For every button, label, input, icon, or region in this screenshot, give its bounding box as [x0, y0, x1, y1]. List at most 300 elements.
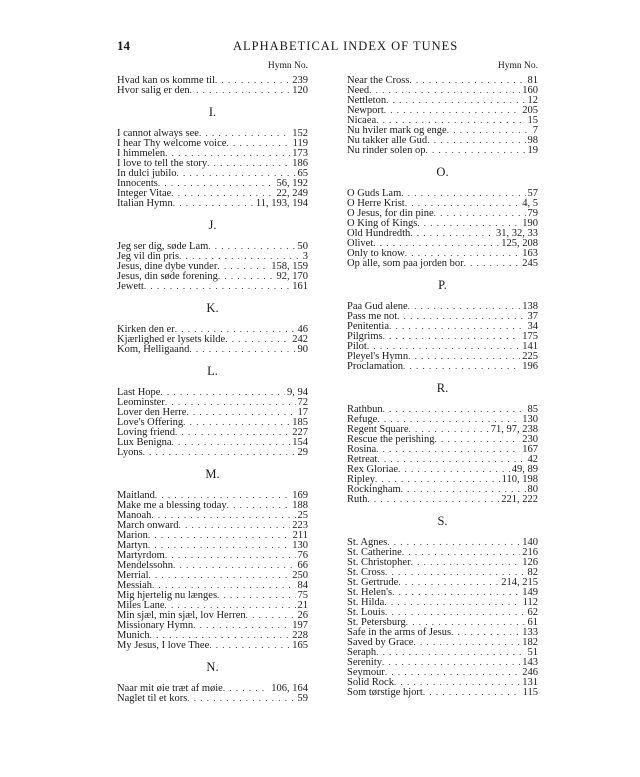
- tune-name: Hvor salig er den: [117, 85, 190, 96]
- page-number: 14: [117, 38, 130, 53]
- index-entry: [347, 351, 538, 361]
- index-entry: [117, 85, 308, 95]
- dot-leader: [398, 577, 499, 587]
- tune-name: Old Hundredth: [347, 228, 411, 239]
- hymn-numbers: 165: [292, 640, 308, 651]
- tune-name: Nicaea: [347, 115, 377, 126]
- dot-leader: [373, 238, 499, 248]
- section-letter: O.: [436, 165, 449, 179]
- tune-name: St. Catherine: [347, 547, 402, 558]
- entry-list: [117, 128, 308, 208]
- tune-name: Leominster: [117, 397, 165, 408]
- hymn-numbers: 50: [297, 241, 308, 252]
- hymn-numbers: 169: [292, 490, 308, 501]
- hymn-numbers: 31, 32, 33: [496, 228, 538, 239]
- entry-list: [347, 301, 538, 371]
- hymn-numbers: 98: [527, 135, 538, 146]
- dot-leader: [187, 693, 295, 703]
- dot-leader: [160, 387, 285, 397]
- index-entry: [117, 75, 308, 85]
- index-entry: [347, 567, 538, 577]
- index-entry: [347, 597, 538, 607]
- hymn-numbers: 29: [297, 447, 308, 458]
- tune-name: Only to know: [347, 248, 405, 259]
- entry-list: [347, 75, 538, 155]
- index-entry: [347, 627, 538, 637]
- index-entry: [347, 494, 538, 504]
- tune-name: St. Louis: [347, 607, 385, 618]
- index-entry: [117, 600, 308, 610]
- tune-name: Rescue the perishing: [347, 434, 435, 445]
- dot-leader: [427, 135, 525, 145]
- hymn-numbers: 223: [292, 520, 308, 531]
- hymn-numbers: 143: [522, 657, 538, 668]
- dot-leader: [189, 344, 295, 354]
- index-entry: [347, 95, 538, 105]
- index-entry: [347, 537, 538, 547]
- hymn-numbers: 106, 164: [271, 683, 308, 694]
- hymn-numbers: 228: [292, 630, 308, 641]
- index-entry: [347, 208, 538, 218]
- hymn-numbers: 149: [522, 587, 538, 598]
- tune-name: Ruth: [347, 494, 368, 505]
- tune-name: Mig hjertelig nu længes: [117, 590, 218, 601]
- entry-list: [347, 537, 538, 697]
- tune-name: Hvad kan os komme til: [117, 75, 215, 86]
- hymn-numbers: 25: [297, 510, 308, 521]
- hymn-numbers: 49, 89: [511, 464, 538, 475]
- tune-name: Mendelssohn: [117, 560, 173, 571]
- tune-name: Kjærlighed er lysets kilde: [117, 334, 226, 345]
- tune-name: Merrial: [117, 570, 149, 581]
- index-entry: [117, 397, 308, 407]
- dot-leader: [158, 178, 275, 188]
- dot-leader: [175, 427, 290, 437]
- dot-leader: [144, 281, 290, 291]
- hymn-numbers: 190: [522, 218, 538, 229]
- tune-name: Missionary Hymn: [117, 620, 194, 631]
- hymn-numbers: 196: [522, 361, 538, 372]
- index-entry: [347, 587, 538, 597]
- tune-name: Loving friend: [117, 427, 176, 438]
- tune-name: Messiah: [117, 580, 152, 591]
- hymn-numbers: 230: [522, 434, 538, 445]
- index-entry: [117, 344, 308, 354]
- hymn-numbers: 90: [297, 344, 308, 355]
- tune-name: I hear Thy welcome voice: [117, 138, 227, 149]
- dot-leader: [190, 85, 291, 95]
- entry-list: [117, 490, 308, 650]
- hymn-numbers: 11, 193, 194: [255, 198, 308, 209]
- hymn-numbers: 56, 192: [276, 178, 308, 189]
- dot-leader: [382, 657, 520, 667]
- section-letter: P.: [438, 278, 447, 292]
- index-entry: [347, 125, 538, 135]
- dot-leader: [406, 617, 526, 627]
- entry-list: [347, 404, 538, 504]
- index-entry: [117, 324, 308, 334]
- tune-name: Love's Offering: [117, 417, 184, 428]
- tune-name: Pilot: [347, 341, 367, 352]
- tune-name: Rex Gloriae: [347, 464, 399, 475]
- hymn-numbers: 161: [292, 281, 308, 292]
- dot-leader: [411, 557, 521, 567]
- dot-leader: [408, 301, 521, 311]
- index-entry: [117, 261, 308, 271]
- hymn-numbers: 185: [292, 417, 308, 428]
- tune-name: Min sjæl, min sjæl, lov Herren: [117, 610, 246, 621]
- tune-name: Seraph: [347, 647, 377, 658]
- hymn-numbers: 130: [522, 414, 538, 425]
- dot-leader: [386, 95, 525, 105]
- dot-leader: [150, 630, 291, 640]
- hymn-numbers: 112: [522, 597, 538, 608]
- dot-leader: [398, 464, 510, 474]
- section-letter: L.: [207, 364, 218, 378]
- tune-name: O King of Kings: [347, 218, 418, 229]
- hymn-numbers: 21: [297, 600, 308, 611]
- index-entry: [117, 407, 308, 417]
- index-entry: [347, 657, 538, 667]
- index-entry: [117, 128, 308, 138]
- dot-leader: [143, 447, 296, 457]
- tune-name: Safe in the arms of Jesus: [347, 627, 452, 638]
- index-entry: [347, 238, 538, 248]
- hymn-numbers: 22, 249: [276, 188, 308, 199]
- dot-leader: [226, 138, 290, 148]
- dot-leader: [385, 607, 526, 617]
- tune-name: Lux Benigna: [117, 437, 172, 448]
- dot-leader: [165, 148, 290, 158]
- tune-name: Pass me not: [347, 311, 398, 322]
- index-entry: [347, 228, 538, 238]
- index-entry: [117, 560, 308, 570]
- dot-leader: [392, 587, 520, 597]
- hymn-numbers: 79: [527, 208, 538, 219]
- tune-name: I cannot always see: [117, 128, 199, 139]
- tune-name: Rosina: [347, 444, 377, 455]
- dot-leader: [405, 248, 521, 258]
- tune-name: Jesus, din søde forening: [117, 271, 218, 282]
- tune-name: Jeg ser dig, søde Lam: [117, 241, 209, 252]
- hymn-numbers: 158, 159: [271, 261, 308, 272]
- tune-name: Jesus, dine dybe vunder: [117, 261, 218, 272]
- dot-leader: [173, 560, 296, 570]
- dot-leader: [165, 550, 296, 560]
- hymn-numbers: 80: [527, 484, 538, 495]
- dot-leader: [434, 434, 520, 444]
- hymn-numbers: 125, 208: [501, 238, 538, 249]
- dot-leader: [376, 444, 520, 454]
- dot-leader: [227, 500, 291, 510]
- hymn-numbers: 197: [292, 620, 308, 631]
- tune-name: St. Agnes: [347, 537, 388, 548]
- hymn-numbers: 131: [522, 677, 538, 688]
- dot-leader: [384, 597, 520, 607]
- tune-name: My Jesus, I love Thee: [117, 640, 210, 651]
- hymn-numbers: 81: [527, 75, 538, 86]
- dot-leader: [401, 188, 525, 198]
- hymn-numbers: 3: [302, 251, 308, 262]
- index-entry: [117, 500, 308, 510]
- tune-name: Paa Gud alene: [347, 301, 408, 312]
- tune-name: Naar mit øie træt af møie: [117, 683, 223, 694]
- dot-leader: [179, 520, 291, 530]
- dot-leader: [409, 424, 489, 434]
- tune-name: In dulci jubilo: [117, 168, 177, 179]
- dot-leader: [246, 610, 296, 620]
- dot-leader: [402, 547, 520, 557]
- dot-leader: [376, 115, 525, 125]
- dot-leader: [218, 271, 275, 281]
- index-entry: [347, 547, 538, 557]
- dot-leader: [405, 198, 521, 208]
- hymn-numbers: 7: [532, 125, 538, 136]
- tune-name: Last Hope: [117, 387, 161, 398]
- hymn-numbers: 51: [527, 647, 538, 658]
- tune-name: Jeg vil din pris: [117, 251, 180, 262]
- tune-name: Martyn: [117, 540, 148, 551]
- hymn-numbers: 216: [522, 547, 538, 558]
- tune-name: Munich: [117, 630, 150, 641]
- dot-leader: [193, 620, 290, 630]
- dot-leader: [148, 540, 290, 550]
- dot-leader: [403, 361, 520, 371]
- index-entry: [117, 590, 308, 600]
- tune-name: Newport: [347, 105, 384, 116]
- dot-leader: [410, 228, 494, 238]
- hymn-numbers: 225: [522, 351, 538, 362]
- index-entry: [117, 158, 308, 168]
- index-entry: [117, 447, 308, 457]
- tune-name: St. Hilda: [347, 597, 385, 608]
- dot-leader: [179, 251, 301, 261]
- tune-name: Serenity: [347, 657, 382, 668]
- hymn-numbers: 250: [292, 570, 308, 581]
- index-entry: [347, 105, 538, 115]
- tune-name: Ripley: [347, 474, 375, 485]
- index-entry: [117, 417, 308, 427]
- entry-list: [117, 683, 308, 703]
- hymn-numbers: 245: [522, 258, 538, 269]
- tune-name: Olivet: [347, 238, 374, 249]
- index-entry: [117, 427, 308, 437]
- index-entry: [117, 693, 308, 703]
- dot-leader: [375, 474, 500, 484]
- dot-leader: [464, 258, 521, 268]
- tune-name: Nu rinder solen op: [347, 145, 426, 156]
- tune-name: Make me a blessing today: [117, 500, 227, 511]
- index-entry: [117, 281, 308, 291]
- dot-leader: [387, 537, 520, 547]
- tune-name: Naglet til et kors: [117, 693, 188, 704]
- left-column: [117, 60, 308, 703]
- index-entry: [347, 145, 538, 155]
- index-entry: [117, 510, 308, 520]
- index-entry: [347, 311, 538, 321]
- dot-leader: [367, 341, 520, 351]
- index-entry: [117, 178, 308, 188]
- section-letter: S.: [437, 514, 448, 528]
- dot-leader: [434, 208, 526, 218]
- right-column: [347, 60, 538, 697]
- dot-leader: [207, 158, 290, 168]
- index-entry: [347, 331, 538, 341]
- hymn-numbers: 188: [292, 500, 308, 511]
- entry-list: [347, 188, 538, 268]
- entry-list: [117, 324, 308, 354]
- tune-name: Retreat: [347, 454, 378, 465]
- index-entry: [117, 580, 308, 590]
- dot-leader: [186, 407, 295, 417]
- hymn-numbers: 242: [292, 334, 308, 345]
- tune-name: Rockingham: [347, 484, 401, 495]
- tune-name: St. Helen's: [347, 587, 393, 598]
- dot-leader: [215, 75, 290, 85]
- hymn-numbers: 140: [522, 537, 538, 548]
- hymn-no-header: Hymn No.: [267, 61, 308, 71]
- dot-leader: [175, 324, 296, 334]
- tune-name: Nettleton: [347, 95, 387, 106]
- index-entry: [347, 135, 538, 145]
- tune-name: Seymour: [347, 667, 385, 678]
- dot-leader: [367, 494, 499, 504]
- index-entry: [347, 414, 538, 424]
- tune-name: Pleyel's Hymn: [347, 351, 409, 362]
- index-entry: [117, 683, 308, 693]
- dot-leader: [377, 454, 525, 464]
- tune-name: Jewett: [117, 281, 144, 292]
- index-entry: [117, 138, 308, 148]
- hymn-numbers: 65: [297, 168, 308, 179]
- tune-name: Pilgrims: [347, 331, 383, 342]
- dot-leader: [152, 580, 296, 590]
- hymn-numbers: 15: [527, 115, 538, 126]
- dot-leader: [208, 241, 295, 251]
- tune-name: Rathbun: [347, 404, 383, 415]
- index-entry: [117, 387, 308, 397]
- dot-leader: [177, 168, 296, 178]
- index-entry: [117, 198, 308, 208]
- index-entry: [117, 241, 308, 251]
- index-entry: [347, 577, 538, 587]
- dot-leader: [383, 331, 521, 341]
- hymn-numbers: 227: [292, 427, 308, 438]
- index-entry: [347, 454, 538, 464]
- hymn-numbers: 75: [297, 590, 308, 601]
- hymn-numbers: 152: [292, 128, 308, 139]
- index-entry: [347, 248, 538, 258]
- hymn-numbers: 167: [522, 444, 538, 455]
- index-entry: [117, 271, 308, 281]
- index-entry: [347, 341, 538, 351]
- dot-leader: [385, 567, 526, 577]
- tune-name: Miles Lane: [117, 600, 165, 611]
- hymn-numbers: 163: [522, 248, 538, 259]
- hymn-numbers: 205: [522, 105, 538, 116]
- hymn-numbers: 115: [522, 687, 538, 698]
- index-entry: [347, 115, 538, 125]
- dot-leader: [172, 437, 291, 447]
- tune-name: Lyons: [117, 447, 143, 458]
- tune-name: Penitentia: [347, 321, 389, 332]
- dot-leader: [199, 128, 290, 138]
- hymn-numbers: 141: [522, 341, 538, 352]
- hymn-numbers: 92, 170: [276, 271, 308, 282]
- tune-name: St. Cross: [347, 567, 385, 578]
- hymn-numbers: 9, 94: [287, 387, 308, 398]
- index-entry: [117, 550, 308, 560]
- index-entry: [117, 570, 308, 580]
- hymn-numbers: 160: [522, 85, 538, 96]
- hymn-numbers: 110, 198: [501, 474, 538, 485]
- tune-name: Refuge: [347, 414, 378, 425]
- index-entry: [117, 610, 308, 620]
- tune-name: O Herre Krist: [347, 198, 405, 209]
- hymn-numbers: 239: [292, 75, 308, 86]
- hymn-numbers: 34: [527, 321, 538, 332]
- dot-leader: [173, 198, 254, 208]
- dot-leader: [165, 600, 296, 610]
- index-entry: [117, 490, 308, 500]
- index-entry: [117, 620, 308, 630]
- tune-name: Saved by Grace: [347, 637, 414, 648]
- tune-name: Lover den Herre: [117, 407, 187, 418]
- index-entry: [347, 198, 538, 208]
- hymn-numbers: 72: [297, 397, 308, 408]
- index-entry: [347, 258, 538, 268]
- tune-name: March onward: [117, 520, 179, 531]
- hymn-numbers: 84: [297, 580, 308, 591]
- index-entry: [117, 148, 308, 158]
- index-entry: [347, 464, 538, 474]
- dot-leader: [217, 261, 269, 271]
- index-entry: [117, 334, 308, 344]
- hymn-numbers: 182: [522, 637, 538, 648]
- index-entry: [117, 188, 308, 198]
- hymn-numbers: 211: [292, 530, 308, 541]
- index-entry: [347, 188, 538, 198]
- tune-name: Near the Cross: [347, 75, 410, 86]
- entry-list: [117, 241, 308, 291]
- tune-name: St. Christopher: [347, 557, 411, 568]
- dot-leader: [165, 397, 296, 407]
- dot-leader: [376, 647, 525, 657]
- index-entry: [347, 557, 538, 567]
- hymn-numbers: 12: [527, 95, 538, 106]
- hymn-numbers: 82: [527, 567, 538, 578]
- index-entry: [117, 640, 308, 650]
- hymn-numbers: 120: [292, 85, 308, 96]
- tune-name: Martyrdom: [117, 550, 165, 561]
- hymn-numbers: 130: [292, 540, 308, 551]
- tune-name: Solid Rock: [347, 677, 394, 688]
- index-entry: [347, 444, 538, 454]
- section-letter: I.: [208, 105, 217, 119]
- dot-leader: [369, 85, 520, 95]
- entry-list: [117, 387, 308, 457]
- index-entry: [347, 647, 538, 657]
- tune-name: Kirken den er: [117, 324, 175, 335]
- dot-leader: [209, 640, 290, 650]
- entry-list: [117, 75, 308, 95]
- dot-leader: [383, 404, 526, 414]
- dot-leader: [413, 637, 520, 647]
- hymn-no-header: Hymn No.: [497, 61, 538, 71]
- dot-leader: [397, 311, 525, 321]
- tune-name: Som tørstige hjort: [347, 687, 423, 698]
- dot-leader: [451, 627, 520, 637]
